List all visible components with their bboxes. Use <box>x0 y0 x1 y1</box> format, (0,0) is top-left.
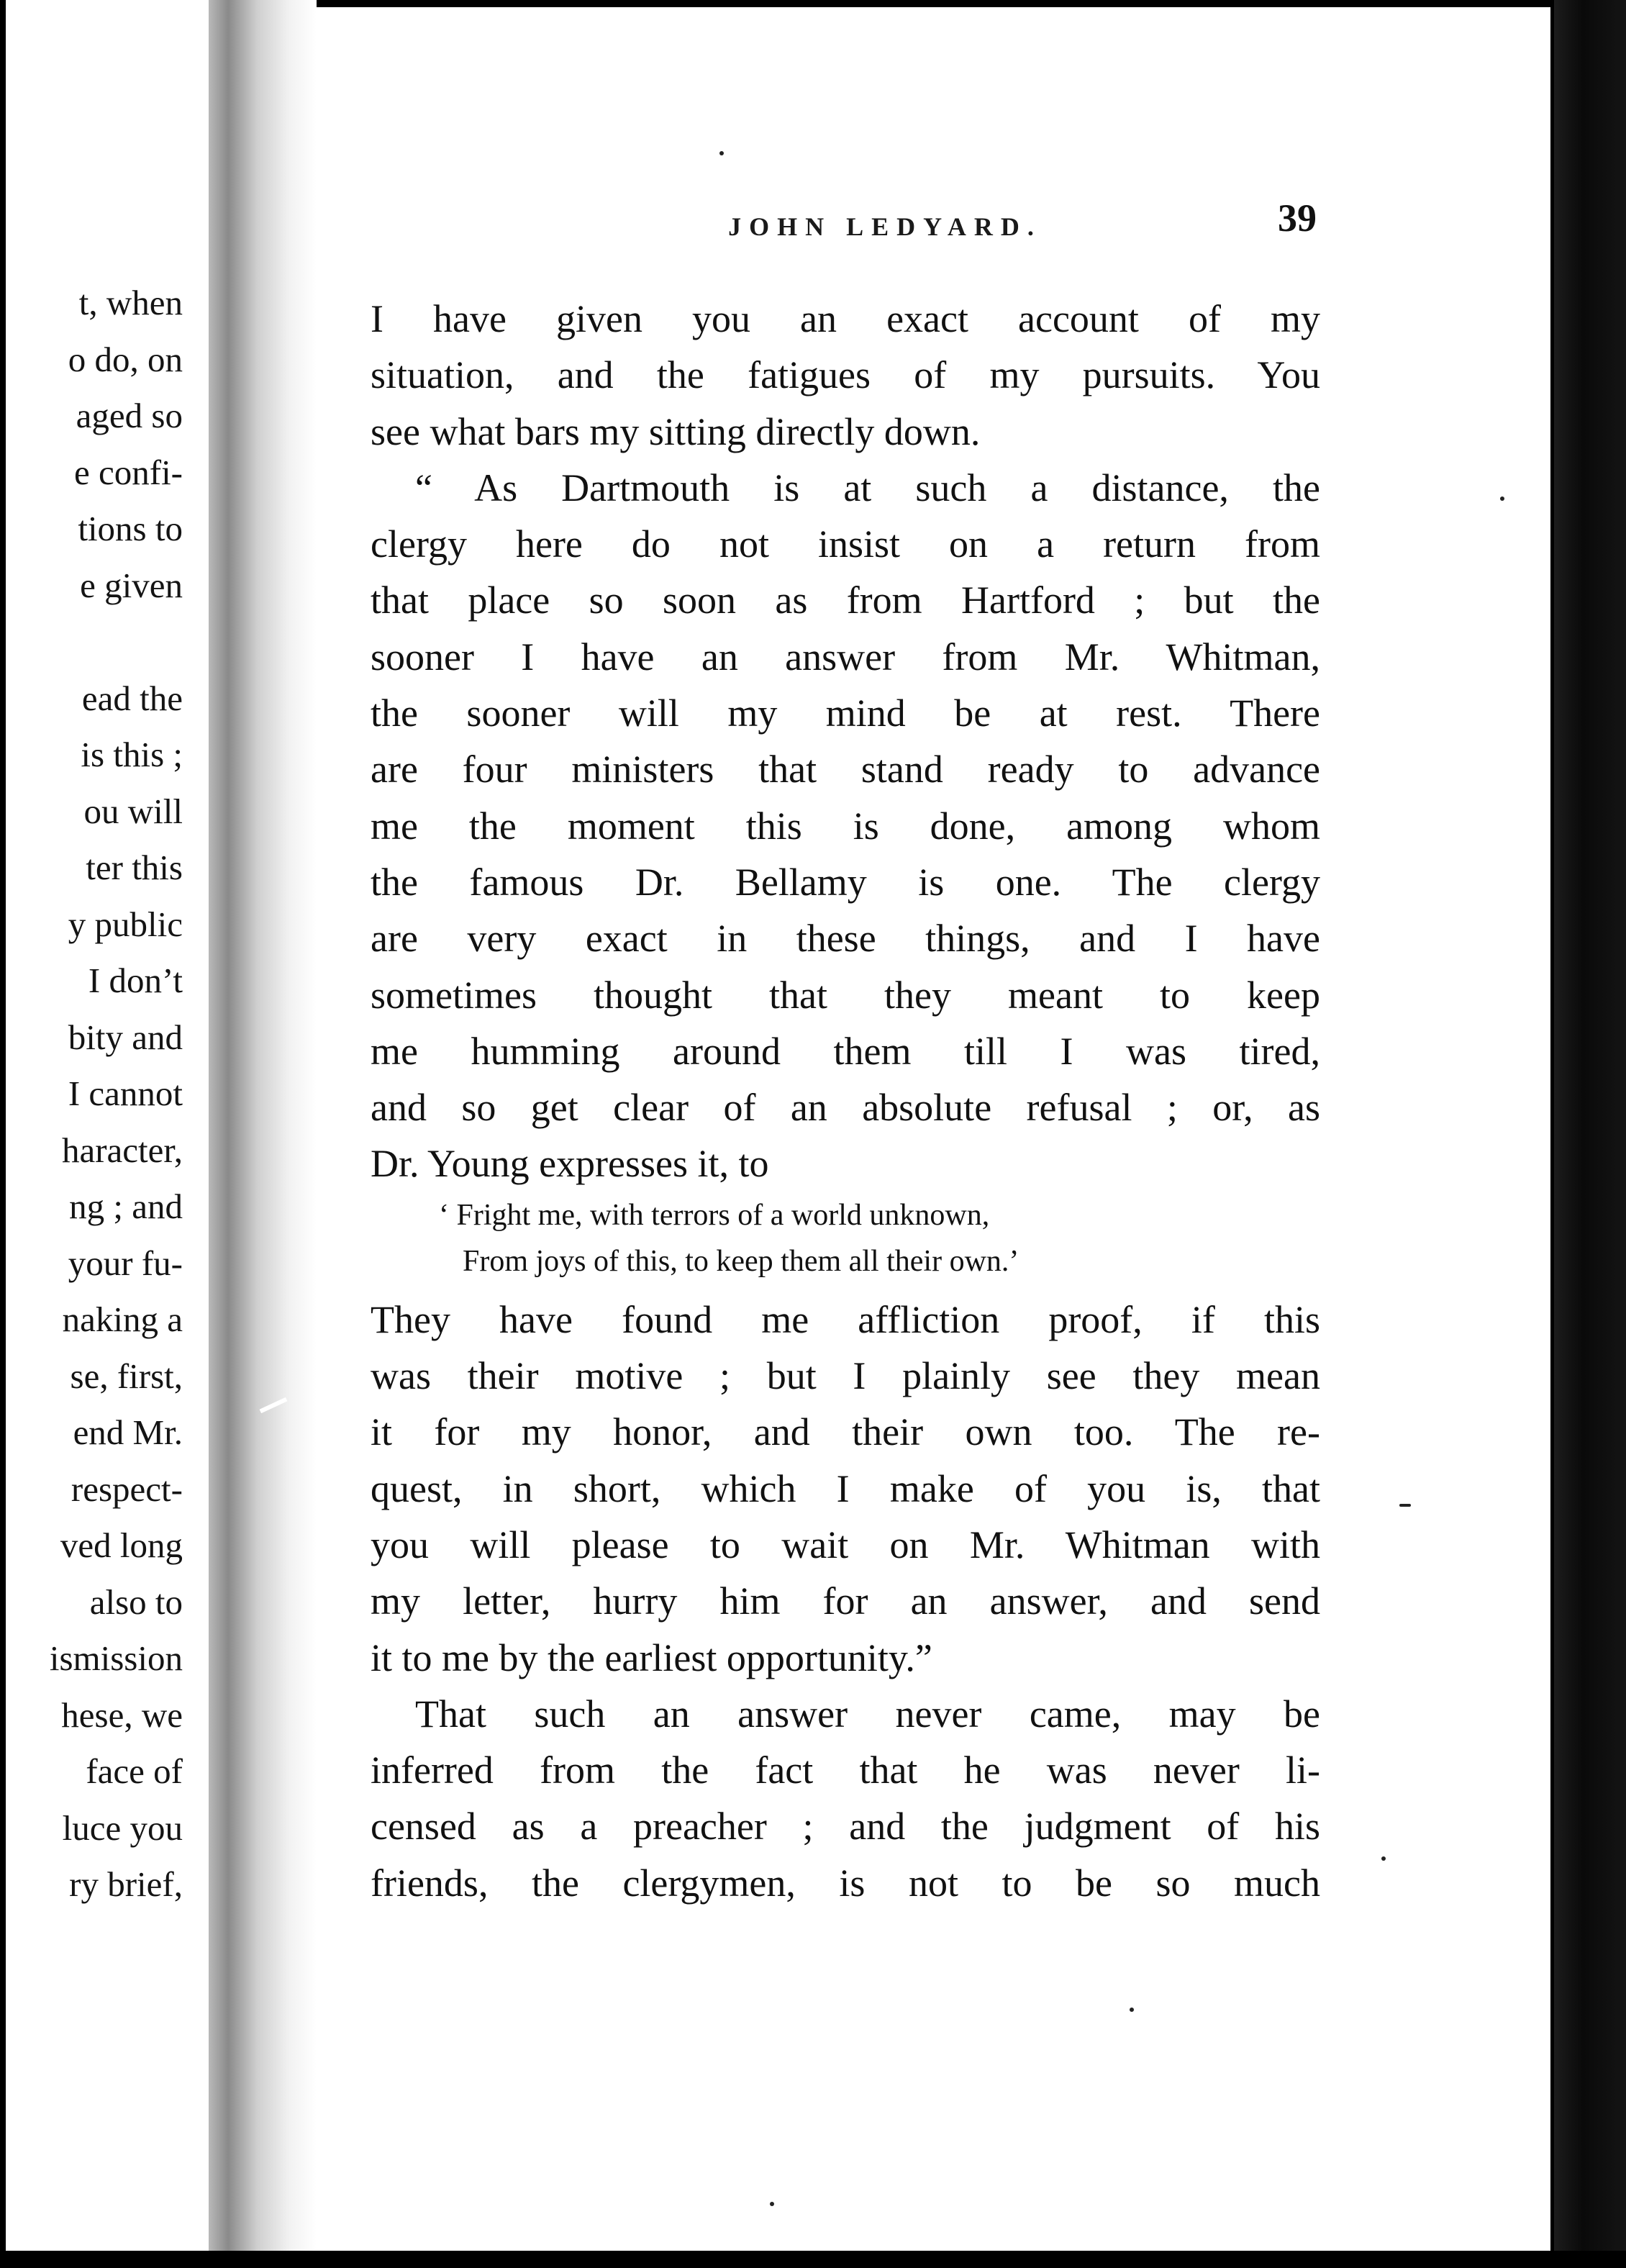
text-line: and so get clear of an absolute refusal ; or, as <box>371 1086 1320 1130</box>
facing-line: ter this <box>86 848 183 887</box>
book-gutter-shadow <box>209 0 317 2268</box>
text-line: my letter, hurry him for an answer, and send <box>371 1579 1320 1623</box>
text-line: see what bars my sitting directly down. <box>371 409 981 453</box>
page-header <box>367 196 1317 260</box>
facing-line: o do, on <box>68 339 183 379</box>
text-line: That such an answer never came, may be <box>415 1692 1320 1736</box>
facing-line: face of <box>86 1751 183 1791</box>
facing-line: naking a <box>62 1299 183 1339</box>
facing-line: is this ; <box>81 735 183 774</box>
text-line: are four ministers that stand ready to advance <box>371 748 1320 791</box>
facing-line: t, when <box>78 283 183 322</box>
facing-line: your fu- <box>68 1243 183 1283</box>
text-line: that place so soon as from Hartford ; but the <box>371 579 1320 622</box>
text-line: Dr. Young expresses it, to <box>371 1142 769 1186</box>
running-head: JOHN LEDYARD. <box>728 212 1042 241</box>
text-line: me the moment this is done, among whom <box>371 804 1320 848</box>
text-line: you will please to wait on Mr. Whitman with <box>371 1523 1320 1566</box>
facing-line: luce you <box>62 1807 183 1848</box>
facing-line: ry brief, <box>69 1864 183 1904</box>
facing-line: also to <box>89 1582 183 1622</box>
facing-line: y public <box>68 904 183 944</box>
scan-speck <box>1130 2008 1134 2012</box>
text-line: situation, and the fatigues of my pursuits. You <box>371 353 1320 397</box>
facing-line: ismission <box>49 1638 183 1678</box>
text-line: me humming around them till I was tired, <box>371 1029 1320 1073</box>
facing-line: e confi- <box>74 452 183 492</box>
facing-line: respect- <box>71 1469 183 1509</box>
text-line: the famous Dr. Bellamy is one. The clergy <box>371 860 1320 904</box>
text-line: it to me by the earliest opportunity.” <box>371 1636 932 1679</box>
facing-line: tions to <box>78 509 183 548</box>
text-line: I have given you an exact account of my <box>371 297 1320 340</box>
verse-line: From joys of this, to keep them all their own.’ <box>463 1244 1019 1278</box>
text-line: sooner I have an answer from Mr. Whitman, <box>371 635 1320 679</box>
facing-line: haracter, <box>61 1130 183 1170</box>
page-number: 39 <box>1278 196 1317 240</box>
facing-line: ou will <box>83 791 183 831</box>
text-line: was their motive ; but I plainly see they mean <box>371 1354 1320 1398</box>
book-binding-edge <box>1554 0 1626 2268</box>
facing-page <box>0 0 209 2268</box>
facing-line: end Mr. <box>73 1412 183 1452</box>
text-line: inferred from the fact that he was never li- <box>371 1748 1320 1792</box>
text-line: it for my honor, and their own too. The re- <box>371 1410 1320 1454</box>
verse-line: ‘ Fright me, with terrors of a world unknown, <box>439 1198 990 1232</box>
facing-page-text <box>0 275 183 1913</box>
facing-line: I cannot <box>68 1074 183 1113</box>
text-line: censed as a preacher ; and the judgment of his <box>371 1805 1320 1849</box>
scan-speck <box>1500 496 1504 501</box>
text-line: are very exact in these things, and I have <box>371 917 1320 961</box>
text-line: “ As Dartmouth is at such a distance, the <box>415 466 1320 509</box>
facing-line: aged so <box>76 396 183 435</box>
scan-speck <box>1381 1856 1386 1861</box>
facing-line: e given <box>80 565 183 605</box>
scan-border-bottom <box>0 2251 1626 2268</box>
facing-line: hese, we <box>61 1695 183 1735</box>
text-line: sometimes thought that they meant to keep <box>371 973 1320 1017</box>
scan-speck <box>1399 1504 1411 1507</box>
facing-gap <box>0 614 183 671</box>
text-line: the sooner will my mind be at rest. There <box>371 691 1320 735</box>
facing-line: I don’t <box>88 961 183 1000</box>
text-line: friends, the clergymen, is not to be so much <box>371 1861 1320 1905</box>
text-line: quest, in short, which I make of you is, that <box>371 1466 1320 1510</box>
facing-line: bity and <box>68 1017 183 1057</box>
scan-speck <box>770 2202 774 2206</box>
facing-line: ved long <box>60 1525 183 1565</box>
text-line: They have found me affliction proof, if this <box>371 1297 1320 1341</box>
facing-line: ng ; and <box>69 1187 183 1226</box>
scan-speck <box>719 151 724 155</box>
page-body <box>371 291 1320 1911</box>
facing-line: ead the <box>81 678 183 718</box>
facing-line: se, first, <box>70 1356 183 1396</box>
text-line: clergy here do not insist on a return from <box>371 522 1320 566</box>
